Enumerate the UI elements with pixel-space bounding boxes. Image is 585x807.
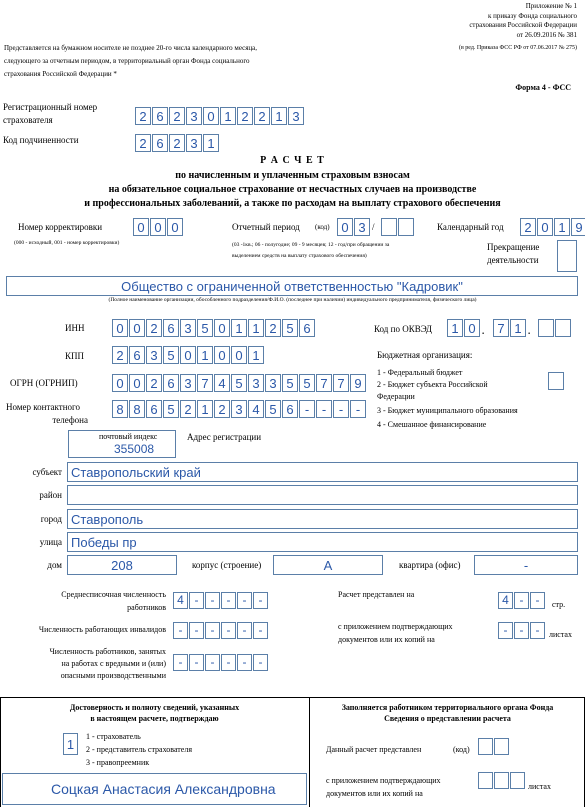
digit-cell[interactable]: - [173,622,188,639]
period-note1: (03 -1кв.; 06 - полугодие; 09 - 9 месяцев; 12 - год/при обращении за [232,242,390,248]
okved-cells-1[interactable] [447,319,481,337]
district-label: район [39,490,62,500]
digit-cell[interactable]: 7 [493,319,509,337]
postal-index-label: почтовый индекс [99,432,158,441]
period-label: Отчетный период [232,222,300,232]
digit-cell[interactable]: 0 [337,218,353,236]
okved-cells-2[interactable] [493,319,527,337]
subject-field[interactable]: Ставропольский край [67,462,578,482]
digit-cell[interactable]: 2 [146,319,162,337]
attach-label1: с приложением подтверждающих [338,622,453,631]
certify-title2: в настоящем расчете, подтверждаю [90,714,219,723]
disabled-label: Численность работающих инвалидов [38,625,166,634]
digit-cell[interactable]: - [514,622,529,639]
phone-cells[interactable] [112,400,367,418]
digit-cell[interactable]: 1 [248,346,264,364]
postal-index-value: 355008 [114,442,155,456]
digit-cell[interactable]: 0 [112,374,128,392]
fss-attach-label2: документов или их копий на [326,789,423,798]
appendix-line3: страхования Российской Федерации [469,21,577,29]
digit-cell[interactable]: - [189,622,204,639]
ogrn-label: ОГРН (ОГРНИП) [10,378,78,388]
digit-cell[interactable]: 1 [197,400,213,418]
intro-line2: следующего за отчетным периодом, в территориальный орган Фонда социального [4,57,250,65]
digit-cell[interactable]: 0 [464,319,480,337]
digit-cell[interactable]: 3 [180,374,196,392]
digit-cell[interactable]: 5 [265,400,281,418]
digit-cell[interactable]: 2 [265,319,281,337]
attach-unit: листах [549,630,572,639]
digit-cell[interactable]: 5 [282,374,298,392]
period-cells-2[interactable] [381,218,415,236]
digit-cell[interactable]: 4 [498,592,513,609]
digit-cell[interactable]: 6 [163,319,179,337]
apt-field[interactable]: - [474,555,578,575]
digit-cell[interactable] [555,319,571,337]
intro-line3: страхования Российской Федерации * [4,70,117,78]
digit-cell[interactable]: - [221,592,236,609]
termination-box[interactable] [557,240,577,272]
budget-opt4: 4 - Смешанное финансирование [377,420,487,429]
city-field[interactable]: Ставрополь [67,509,578,529]
digit-cell[interactable]: 7 [333,374,349,392]
digit-cell[interactable]: 9 [571,218,585,236]
budget-label: Бюджетная организация: [377,350,473,360]
subordination-cells[interactable] [135,134,220,152]
digit-cell[interactable]: 1 [220,107,236,125]
digit-cell[interactable]: - [237,622,252,639]
intro-line1: Представляется на бумажном носителе не позднее 20-го числа календарного месяца, [4,44,258,52]
city-label: город [40,514,62,524]
district-field[interactable] [67,485,578,505]
digit-cell[interactable]: 0 [231,346,247,364]
certify-opt3: 3 - правопреемник [86,758,150,767]
pages-cells[interactable] [498,592,546,609]
signer-name: Соцкая Анастасия Александровна [51,781,276,797]
digit-cell[interactable] [478,772,493,789]
certify-title1: Достоверность и полноту сведений, указанных [69,703,240,712]
digit-cell[interactable]: 2 [520,218,536,236]
reg-number-label: Регистрационный номер [3,102,98,112]
digit-cell[interactable]: - [221,622,236,639]
digit-cell[interactable]: 4 [248,400,264,418]
digit-cell[interactable]: 8 [129,400,145,418]
org-name-field[interactable]: Общество с ограниченной ответственностью "Кадровик" [6,276,578,296]
digit-cell[interactable]: 3 [146,346,162,364]
digit-cell[interactable]: - [205,592,220,609]
digit-cell[interactable]: 0 [167,218,183,236]
house-field[interactable]: 208 [67,555,177,575]
fss-attach-unit: листах [528,782,551,791]
harm-label2: на работах с вредными и (или) [61,659,166,668]
digit-cell[interactable]: 5 [163,400,179,418]
building-field[interactable]: А [273,555,383,575]
digit-cell[interactable]: 6 [152,107,168,125]
digit-cell[interactable]: - [205,654,220,671]
digit-cell[interactable]: - [316,400,332,418]
digit-cell[interactable]: 1 [510,319,526,337]
digit-cell[interactable]: 2 [112,346,128,364]
digit-cell[interactable]: 3 [288,107,304,125]
digit-cell[interactable]: 6 [129,346,145,364]
appendix-line1: Приложение № 1 [525,2,577,10]
divider-bottom [0,697,585,698]
digit-cell[interactable]: - [530,622,545,639]
org-note: (Полное наименование организации, обособленного подразделения/Ф.И.О. (последнее при наличии) индивидуального предпринимателя, физического лица) [108,297,477,303]
period-cells[interactable] [337,218,371,236]
pages-unit: стр. [552,600,566,609]
reg-number-label2: страхователя [3,115,53,125]
digit-cell[interactable]: - [221,654,236,671]
digit-cell[interactable] [398,218,414,236]
digit-cell[interactable]: - [253,622,268,639]
address-title: Адрес регистрации [187,432,262,442]
digit-cell[interactable]: 0 [214,319,230,337]
digit-cell[interactable]: 9 [350,374,366,392]
certify-opt2: 2 - представитель страхователя [86,745,193,754]
title-line1: по начисленным и уплаченным страховым взносам [175,170,410,181]
digit-cell[interactable]: 5 [163,346,179,364]
appendix-line5: (в ред. Приказа ФСС РФ от 07.06.2017 № 275) [458,45,577,51]
postal-index-box[interactable] [68,430,176,458]
correction-cells[interactable] [133,218,184,236]
harm-label3: опасными производственными [60,671,166,680]
digit-cell[interactable]: 6 [282,400,298,418]
termination-label: Прекращение [487,242,540,252]
phone-label: Номер контактного [6,402,81,412]
certify-value-box[interactable]: 1 [63,733,78,755]
subject-label: субъект [32,467,62,477]
digit-cell[interactable]: - [237,592,252,609]
digit-cell[interactable]: - [498,622,513,639]
digit-cell[interactable]: 3 [248,374,264,392]
inn-cells[interactable] [112,319,316,337]
digit-cell[interactable]: 0 [129,319,145,337]
digit-cell[interactable]: - [253,654,268,671]
budget-box[interactable] [548,372,564,390]
digit-cell[interactable] [494,738,509,755]
digit-cell[interactable]: 1 [231,319,247,337]
digit-cell[interactable]: 0 [133,218,149,236]
digit-cell[interactable]: 2 [135,134,151,152]
building-label: корпус (строение) [192,560,262,570]
digit-cell[interactable]: 1 [271,107,287,125]
street-field[interactable]: Победы пр [67,532,578,552]
digit-cell[interactable]: 2 [169,134,185,152]
digit-cell[interactable]: 5 [299,374,315,392]
digit-cell[interactable]: 1 [554,218,570,236]
subordination-label: Код подчиненности [3,135,79,145]
digit-cell[interactable]: 8 [112,400,128,418]
digit-cell[interactable]: - [205,622,220,639]
period-slash: / [372,222,375,232]
digit-cell[interactable]: 3 [180,319,196,337]
avg-label2: работников [127,603,166,612]
title-line2: на обязательное социальное страхование от несчастных случаев на производстве [108,184,477,195]
fss-attach-cells[interactable] [478,772,526,789]
digit-cell[interactable]: - [237,654,252,671]
okved-cells-3[interactable] [538,319,572,337]
digit-cell[interactable]: 3 [186,107,202,125]
correction-note: (000 - исходный, 001 - номер корректировки) [14,240,120,246]
fss-code-label: (код) [453,745,470,754]
ogrn-cells[interactable] [112,374,367,392]
digit-cell[interactable]: 4 [173,592,188,609]
digit-cell[interactable] [478,738,493,755]
digit-cell[interactable]: 2 [135,107,151,125]
digit-cell[interactable]: 3 [354,218,370,236]
digit-cell[interactable]: 2 [180,400,196,418]
digit-cell[interactable]: 1 [248,319,264,337]
digit-cell[interactable]: 3 [231,400,247,418]
digit-cell[interactable]: 6 [152,134,168,152]
disabled-cells[interactable] [173,622,269,639]
digit-cell[interactable]: 5 [231,374,247,392]
okved-dot-2: . [528,326,531,336]
appendix-line2: к приказу Фонда социального [487,12,577,20]
digit-cell[interactable]: 6 [299,319,315,337]
digit-cell[interactable]: 2 [169,107,185,125]
harm-label1: Численность работников, занятых [49,647,166,656]
termination-label2: деятельности [487,255,539,265]
budget-opt3: 3 - Бюджет муниципального образования [377,406,518,415]
digit-cell[interactable]: 5 [282,319,298,337]
digit-cell[interactable]: - [299,400,315,418]
digit-cell[interactable]: 7 [316,374,332,392]
signer-box[interactable] [2,773,307,805]
digit-cell[interactable]: - [173,654,188,671]
digit-cell[interactable]: - [189,592,204,609]
digit-cell[interactable]: 0 [214,346,230,364]
digit-cell[interactable]: 2 [237,107,253,125]
digit-cell[interactable]: - [189,654,204,671]
okved-dot-1: . [482,326,485,336]
digit-cell[interactable]: 1 [447,319,463,337]
digit-cell[interactable]: 0 [203,107,219,125]
fss-title1: Заполняется работником территориального органа Фонда [341,703,554,712]
inn-label: ИНН [65,323,85,333]
avg-cells[interactable] [173,592,269,609]
digit-cell[interactable]: 2 [146,374,162,392]
digit-cell[interactable]: - [350,400,366,418]
fss-title2: Сведения о представлении расчета [384,714,511,723]
house-label: дом [47,560,62,570]
digit-cell[interactable]: 2 [254,107,270,125]
year-cells[interactable] [520,218,585,236]
digit-cell[interactable] [494,772,509,789]
harm-cells[interactable] [173,654,269,671]
digit-cell[interactable] [510,772,525,789]
digit-cell[interactable]: - [514,592,529,609]
certify-opt1: 1 - страхователь [86,732,141,741]
period-code-label: (код) [315,223,330,231]
kpp-label: КПП [65,351,85,361]
appendix-line4: от 26.09.2016 № 381 [516,31,577,39]
digit-cell[interactable]: 3 [186,134,202,152]
digit-cell[interactable]: 7 [197,374,213,392]
okved-label: Код по ОКВЭД [374,324,433,334]
digit-cell[interactable]: 2 [214,400,230,418]
digit-cell[interactable]: 0 [150,218,166,236]
digit-cell[interactable]: 6 [163,374,179,392]
digit-cell[interactable] [538,319,554,337]
digit-cell[interactable]: 0 [180,346,196,364]
digit-cell[interactable]: 0 [129,374,145,392]
title-main: Р А С Ч Е Т [260,155,325,166]
attach-label2: документов или их копий на [338,635,435,644]
correction-label: Номер корректировки [18,222,103,232]
digit-cell[interactable]: 1 [197,346,213,364]
digit-cell[interactable]: - [530,592,545,609]
form-name: Форма 4 - ФСС [515,83,571,92]
title-line3: и профессиональных заболеваний, а также по расходам на выплату страхового обеспечения [84,198,501,209]
year-label: Календарный год [437,222,504,232]
budget-opt2b: Федерации [377,392,415,401]
phone-label2: телефона [52,415,88,425]
digit-cell[interactable] [381,218,397,236]
fss-attach-label1: с приложением подтверждающих [326,776,441,785]
apt-label: квартира (офис) [399,560,461,570]
budget-opt1: 1 - Федеральный бюджет [377,368,463,377]
digit-cell[interactable]: 5 [197,319,213,337]
street-label: улица [39,537,62,547]
attach-cells[interactable] [498,622,546,639]
digit-cell[interactable]: - [333,400,349,418]
digit-cell[interactable]: - [253,592,268,609]
reg-number-cells[interactable] [135,107,305,125]
digit-cell[interactable]: 0 [112,319,128,337]
digit-cell[interactable]: 0 [537,218,553,236]
pages-label: Расчет представлен на [338,590,415,599]
fss-code-cells[interactable] [478,738,510,755]
digit-cell[interactable]: 3 [265,374,281,392]
digit-cell[interactable]: 1 [203,134,219,152]
budget-opt2a: 2 - Бюджет субъекта Российской [377,380,488,389]
kpp-cells[interactable] [112,346,265,364]
fss-submitted-label: Данный расчет представлен [326,745,422,754]
avg-label: Среднесписочная численность [61,590,166,599]
digit-cell[interactable]: 6 [146,400,162,418]
digit-cell[interactable]: 4 [214,374,230,392]
period-note2: выделением средств на выплату страхового обеспечения) [232,253,367,259]
